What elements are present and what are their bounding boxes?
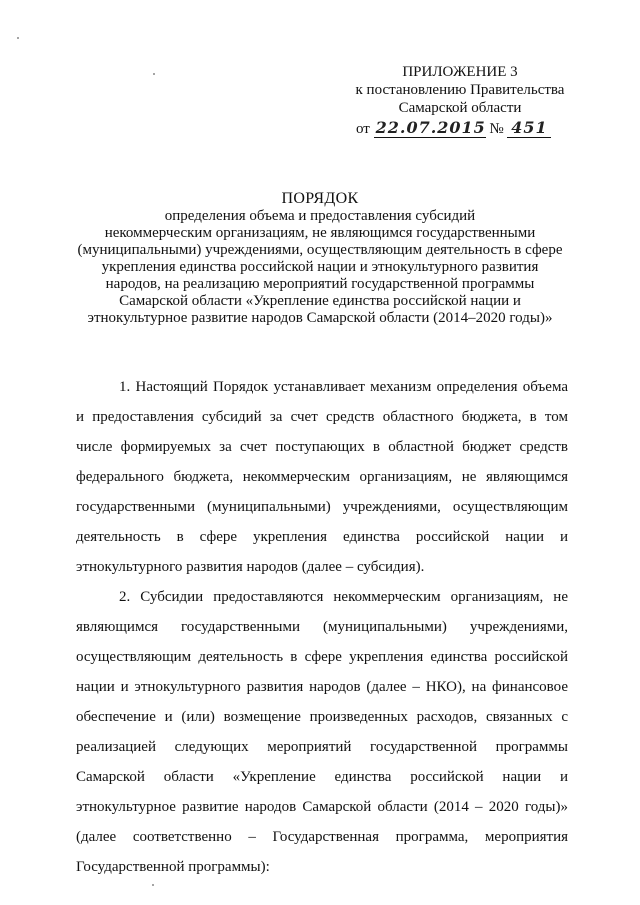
heading-line: укрепления единства российской нации и этнокультурного развития — [101, 259, 539, 275]
appendix-reference — [330, 119, 590, 138]
heading-title: ПОРЯДОК — [281, 190, 359, 207]
paragraph-1: 1. Настоящий Порядок устанавливает механизм определения объема и предоставления субсидий за счет средств областного бюджета, в том числе формируемых за счет поступающих в областной бюджет средств федерального бюджета, некоммерческим организациям, не являющимся государственными (муниципальными) учреждениями, осуществляющим деятельность в сфере укрепления единства российской нации и этнокультурного развития народов (далее – субсидия). — [76, 379, 568, 575]
heading-line: этнокультурное развитие народов Самарской области (2014–2020 годы)» — [87, 310, 553, 326]
appendix-line-1: к постановлению Правительства — [355, 82, 565, 98]
heading-line: Самарской области «Укрепление единства российской нации и — [119, 293, 521, 309]
handwritten-date: 22.07.2015 — [375, 118, 486, 137]
scan-speck — [153, 73, 155, 75]
number-prefix: № — [489, 121, 504, 137]
document-body — [76, 372, 568, 882]
appendix-title: ПРИЛОЖЕНИЕ 3 — [402, 64, 518, 80]
scan-speck — [152, 884, 154, 886]
scan-speck — [17, 37, 19, 39]
date-prefix: от — [356, 121, 370, 137]
heading-line: (муниципальными) учреждениями, осуществляющим деятельность в сфере — [77, 242, 563, 258]
appendix-block — [330, 63, 590, 138]
handwritten-number: 451 — [507, 119, 551, 138]
paragraph-2: 2. Субсидии предоставляются некоммерческим организациям, не являющимся государственными (муниципальными) учреждениями, осуществляющим деятельность в сфере укрепления единства российской нации и этнокультурного развития народов (далее – НКО), на финансовое обеспечение и (или) возмещение произведенных расходов, связанных с реализацией следующих мероприятий государственной программы Самарской области «Укрепление единства российской нации и этнокультурное развитие народов Самарской области (2014 – 2020 годы)» (далее соответственно – Государственная программа, мероприятия Государственной программы): — [76, 589, 568, 875]
heading-line: определения объема и предоставления субсидий — [164, 208, 476, 224]
heading-line: некоммерческим организациям, не являющимся государственными — [104, 225, 536, 241]
document-heading — [60, 190, 580, 327]
appendix-line-2: Самарской области — [398, 100, 522, 116]
heading-line: народов, на реализацию мероприятий государственной программы — [105, 276, 535, 292]
